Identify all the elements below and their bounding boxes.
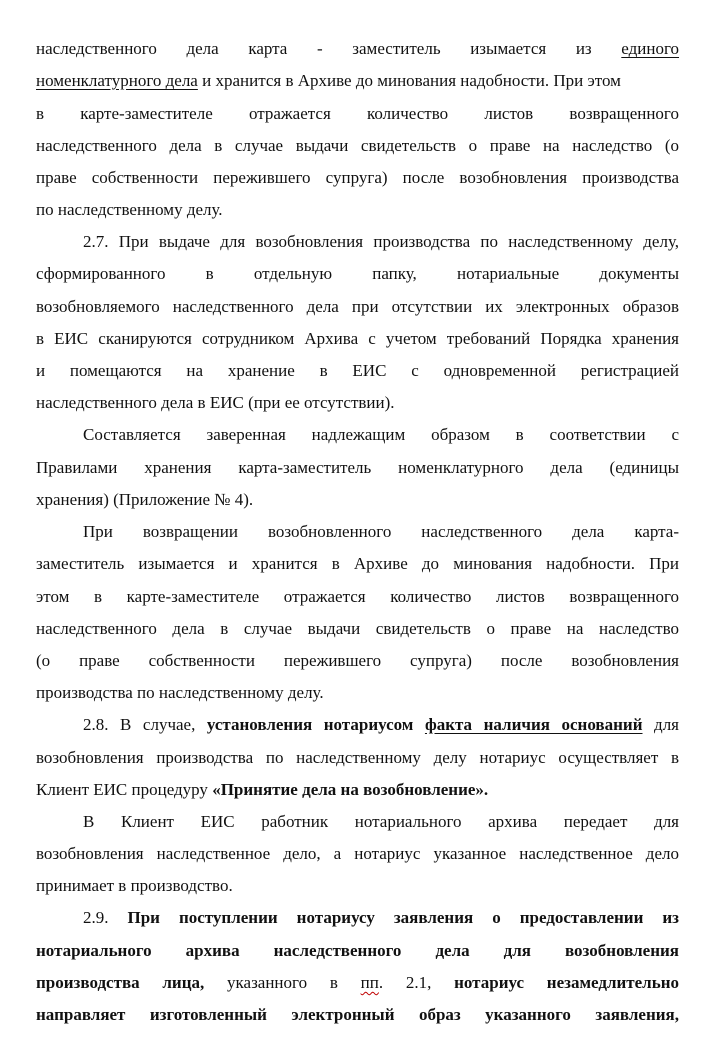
underlined-text: единого bbox=[621, 39, 680, 58]
text-line: производства по наследственному делу. bbox=[36, 683, 324, 702]
text-run: указанного в bbox=[204, 973, 361, 992]
text-run: 2.9. bbox=[83, 908, 128, 927]
text-line: и помещаются на хранение в ЕИС с одновременной регистрацией bbox=[36, 361, 679, 380]
paragraph-first-line: В Клиент ЕИС работник нотариального архива передает для bbox=[83, 812, 679, 831]
text-line: возобновления наследственное дело, а нотариус указанное наследственное дело bbox=[36, 844, 679, 863]
paragraph-first-line: 2.7. При выдаче для возобновления производства по наследственному делу, bbox=[83, 232, 679, 251]
text-line: наследственного дела в случае выдачи свидетельств о праве на наследство (о bbox=[36, 136, 679, 155]
bold-text: производства лица, bbox=[36, 973, 205, 992]
bold-text-line: нотариального архива наследственного дела для возобновления bbox=[36, 941, 679, 960]
text-line: в ЕИС сканируются сотрудником Архива с учетом требований Порядка хранения bbox=[36, 329, 679, 348]
text-line: наследственного дела в случае выдачи свидетельств о праве на наследство bbox=[36, 619, 679, 638]
paragraph-first-line: При возвращении возобновленного наследственного дела карта- bbox=[83, 522, 679, 541]
bold-text-line: направляет изготовленный электронный образ указанного заявления, bbox=[36, 1005, 679, 1024]
text-line: (о праве собственности пережившего супруга) после возобновления bbox=[36, 651, 679, 670]
text-run: Клиент ЕИС процедуру bbox=[36, 780, 213, 799]
text-line: сформированного в отдельную папку, нотариальные документы bbox=[36, 264, 679, 283]
text-line: Правилами хранения карта-заместитель номенклатурного дела (единицы bbox=[36, 458, 679, 477]
bold-underlined-text: факта наличия оснований bbox=[424, 715, 643, 734]
spellcheck-marked-text: пп bbox=[360, 973, 379, 992]
bold-text: «Принятие дела на возобновление». bbox=[212, 780, 489, 799]
bold-text: При поступлении нотариусу заявления о предоставлении из bbox=[127, 908, 680, 927]
text-run: . 2.1, bbox=[378, 973, 455, 992]
bold-text: нотариус незамедлительно bbox=[454, 973, 679, 992]
text-line: этом в карте-заместителе отражается количество листов возвращенного bbox=[36, 587, 679, 606]
text-line: возобновления производства по наследственному делу нотариус осуществляет в bbox=[36, 748, 679, 767]
text-line bbox=[36, 967, 679, 999]
paragraph-first-line bbox=[83, 709, 679, 741]
text-run: 2.8. В случае, bbox=[83, 715, 207, 734]
text-line: праве собственности пережившего супруга) после возобновления производства bbox=[36, 168, 679, 187]
text-line: возобновляемого наследственного дела при отсутствии их электронных образов bbox=[36, 297, 679, 316]
text-run: для bbox=[642, 715, 679, 734]
text-line: по наследственному делу. bbox=[36, 200, 223, 219]
text-line: наследственного дела в ЕИС (при ее отсутствии). bbox=[36, 393, 395, 412]
text-line: заместитель изымается и хранится в Архиве до минования надобности. При bbox=[36, 554, 679, 573]
paragraph-first-line bbox=[83, 902, 679, 934]
text-line: хранения) (Приложение № 4). bbox=[36, 490, 254, 509]
bold-text: установления нотариусом bbox=[206, 715, 425, 734]
text-line bbox=[36, 33, 679, 65]
text-line bbox=[36, 774, 679, 806]
text-line: принимает в производство. bbox=[36, 876, 233, 895]
text-line bbox=[36, 65, 679, 97]
paragraph-first-line: Составляется заверенная надлежащим образом в соответствии с bbox=[83, 425, 679, 444]
underlined-text: номенклатурного дела bbox=[36, 71, 198, 90]
text-run: наследственного дела карта - заместитель изымается из bbox=[36, 39, 592, 58]
text-run: и хранится в Архиве до минования надобности. При этом bbox=[197, 71, 621, 90]
text-line: в карте-заместителе отражается количество листов возвращенного bbox=[36, 104, 679, 123]
